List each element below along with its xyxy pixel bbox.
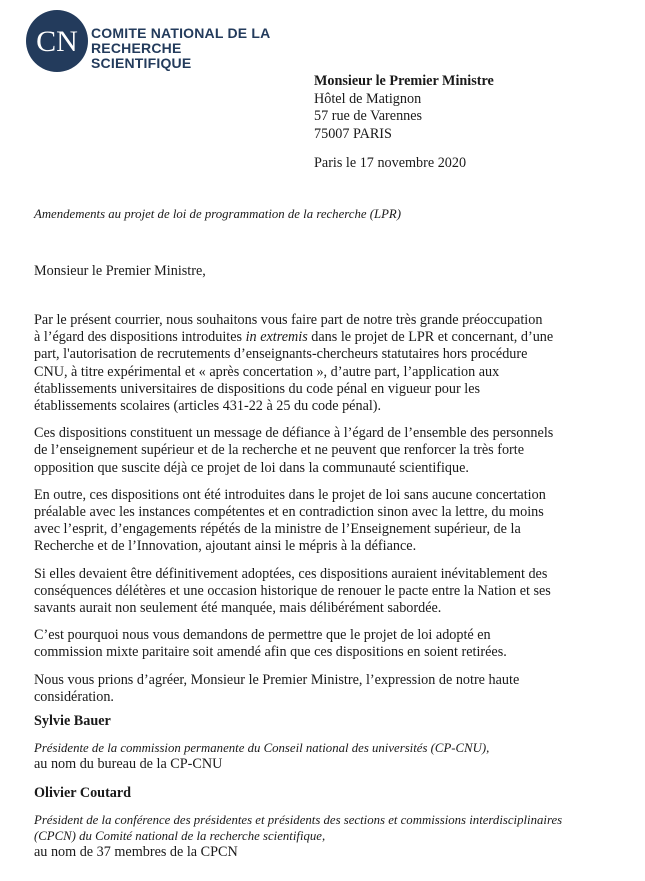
paragraph-line: Nous vous prions d’agréer, Monsieur le Premier Ministre, l’expression de notre haute [34, 671, 520, 688]
paragraph-3 [34, 487, 569, 556]
paragraph-4 [34, 566, 569, 618]
paragraph-line: opposition que suscite déjà ce projet de loi dans la communauté scientifique. [34, 459, 469, 476]
signatory-1 [34, 713, 489, 773]
recipient-address [314, 73, 494, 143]
paragraph-1 [34, 312, 569, 415]
paragraph-line: Ces dispositions constituent un message de défiance à l’égard de l’ensemble des personnels [34, 425, 554, 442]
organization-name [91, 26, 275, 71]
signatory-role: Présidente de la commission permanente du Conseil national des universités (CP-CNU), [34, 741, 490, 755]
paragraph-line: conséquences délétères et une occasion historique de renouer le pacte entre la Nation et ses [34, 582, 551, 599]
cnrs-logo [25, 9, 275, 73]
organization-name-line1: COMITE NATIONAL DE LA [91, 25, 271, 41]
signatory-on-behalf: au nom du bureau de la CP-CNU [34, 756, 223, 772]
recipient-name: Monsieur le Premier Ministre [314, 73, 494, 89]
paragraph-line: Si elles devaient être définitivement adoptées, ces dispositions auraient inévitablement des [34, 565, 548, 582]
letter-subject: Amendements au projet de loi de programmation de la recherche (LPR) [34, 207, 401, 221]
text-fragment: à l’égard des dispositions introduites [34, 329, 246, 346]
letter-body [34, 312, 569, 716]
signatory-name: Olivier Coutard [34, 785, 132, 801]
signatory-role-line1: Président de la conférence des présidentes et présidents des sections et commissions interdisciplinaires [34, 813, 563, 827]
recipient-address-line3: 75007 PARIS [314, 125, 392, 142]
paragraph-line: Par le présent courrier, nous souhaitons vous faire part de notre très grande préoccupation [34, 312, 543, 328]
paragraph-line: établissements universitaires de dispositions du code pénal en vigueur pour les [34, 380, 481, 397]
paragraph-6 [34, 672, 569, 706]
letter-date: Paris le 17 novembre 2020 [314, 155, 467, 171]
paragraph-line: En outre, ces dispositions ont été introduites dans le projet de loi sans aucune concertation [34, 486, 546, 503]
paragraph-line: de l’enseignement supérieur et de la recherche et ne peuvent que renforcer la très forte [34, 442, 525, 459]
paragraph-line: établissements scolaires (articles 431-22 à 25 du code pénal). [34, 398, 382, 415]
salutation: Monsieur le Premier Ministre, [34, 263, 206, 279]
paragraph-2 [34, 425, 569, 477]
recipient-address-line1: Hôtel de Matignon [314, 90, 422, 107]
signatory-2 [34, 785, 562, 861]
paragraph-line: Recherche et de l’Innovation, ajoutant ainsi le mépris à la défiance. [34, 538, 417, 555]
paragraph-line [34, 329, 569, 346]
paragraph-line: considération. [34, 688, 114, 705]
paragraph-line: préalable avec les instances compétentes et en contradiction sinon avec la lettre, du moins [34, 504, 544, 521]
paragraph-line: savants aurait non seulement été manquée, mais délibérément sabordée. [34, 600, 442, 617]
emphasis-text: in extremis [245, 329, 308, 346]
paragraph-line: C’est pourquoi nous vous demandons de permettre que le projet de loi adopté en [34, 627, 491, 644]
organization-name-line2: RECHERCHE SCIENTIFIQUE [91, 40, 192, 71]
recipient-address-line2: 57 rue de Varennes [314, 108, 423, 124]
signatory-on-behalf: au nom de 37 membres de la CPCN [34, 844, 238, 860]
paragraph-line: avec l’esprit, d’engagements répétés de la ministre de l’Enseignement supérieur, de la [34, 521, 521, 538]
signatory-name: Sylvie Bauer [34, 713, 111, 729]
signatory-role-line2: (CPCN) du Comité national de la recherche scientifique, [34, 829, 326, 843]
paragraph-line: CNU, à titre expérimental et « après concertation », d’autre part, l’application aux [34, 363, 500, 380]
logo-letters: CN [36, 25, 78, 58]
logo-emblem-icon [25, 9, 89, 73]
text-fragment: dans le projet de LPR et concernant, d’une [307, 329, 554, 346]
paragraph-line: part, l'autorisation de recrutements d’enseignants-chercheurs statutaires hors procédure [34, 346, 528, 363]
paragraph-line: commission mixte paritaire soit amendé afin que ces dispositions en soient retirées. [34, 644, 507, 661]
paragraph-5 [34, 627, 569, 661]
